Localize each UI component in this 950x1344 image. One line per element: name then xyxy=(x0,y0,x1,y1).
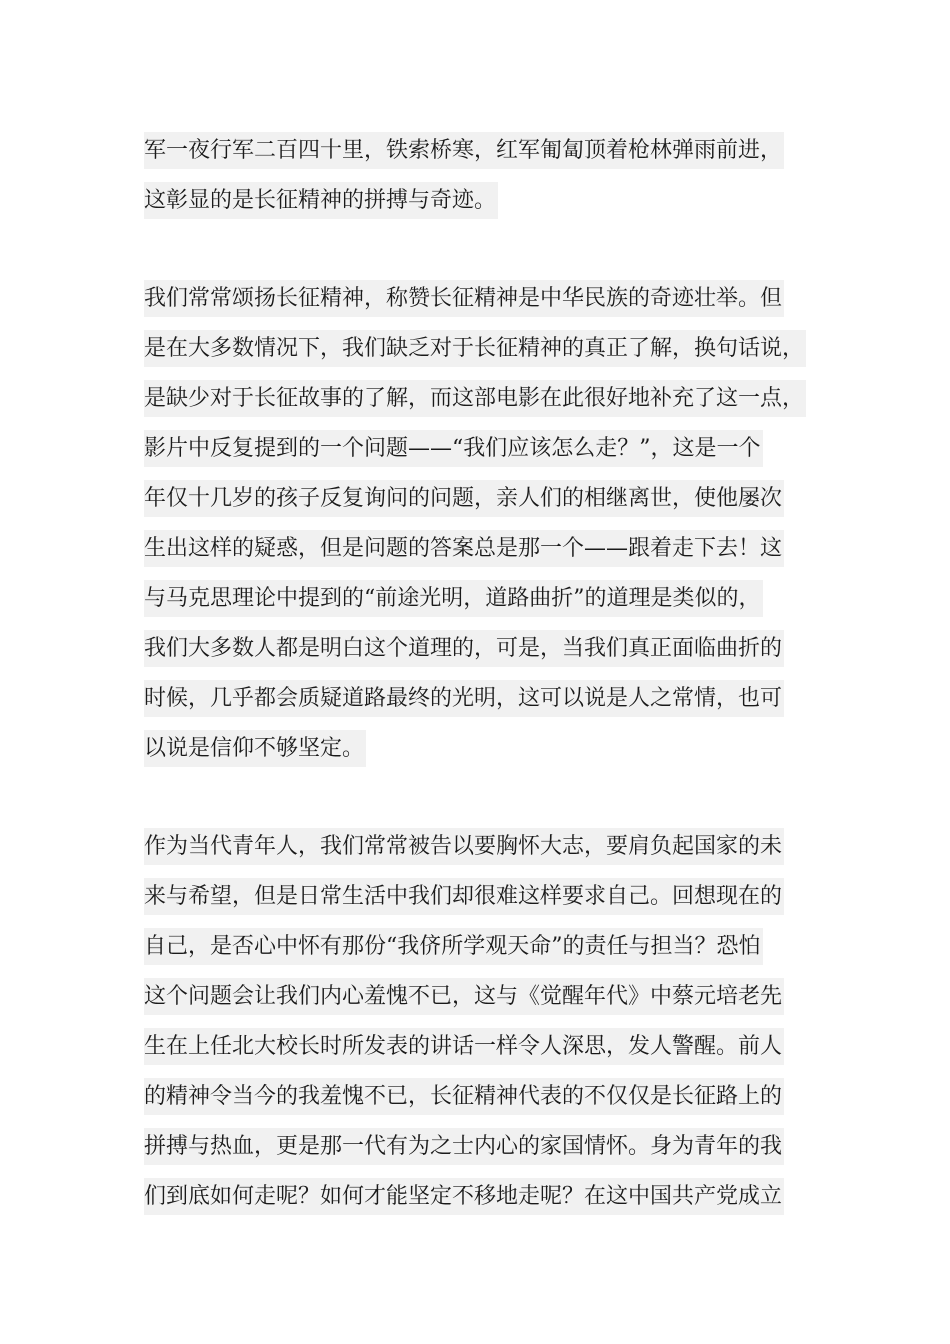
text-line: 们到底如何走呢？如何才能坚定不移地走呢？在这中国共产党成立 xyxy=(144,1172,784,1222)
text-line: 生在上任北大校长时所发表的讲话一样令人深思，发人警醒。前人 xyxy=(144,1022,784,1072)
text-line: 我们常常颂扬长征精神，称赞长征精神是中华民族的奇迹壮举。但 xyxy=(144,274,806,324)
text-line: 我们大多数人都是明白这个道理的，可是，当我们真正面临曲折的 xyxy=(144,624,806,674)
text-line: 以说是信仰不够坚定。 xyxy=(144,724,806,774)
text-line: 年仅十几岁的孩子反复询问的问题，亲人们的相继离世，使他屡次 xyxy=(144,474,806,524)
text-line: 是在大多数情况下，我们缺乏对于长征精神的真正了解，换句话说， xyxy=(144,324,806,374)
text-line: 自己，是否心中怀有那份“我侪所学观天命”的责任与担当？恐怕 xyxy=(144,922,784,972)
text-line: 军一夜行军二百四十里，铁索桥寒，红军匍匐顶着枪林弹雨前进， xyxy=(144,126,784,176)
text-line: 是缺少对于长征故事的了解，而这部电影在此很好地补充了这一点， xyxy=(144,374,806,424)
text-line: 这彰显的是长征精神的拼搏与奇迹。 xyxy=(144,176,784,226)
text-line: 时候，几乎都会质疑道路最终的光明，这可以说是人之常情，也可 xyxy=(144,674,806,724)
text-line: 来与希望，但是日常生活中我们却很难这样要求自己。回想现在的 xyxy=(144,872,784,922)
text-line: 这个问题会让我们内心羞愧不已，这与《觉醒年代》中蔡元培老先 xyxy=(144,972,784,1022)
text-line: 与马克思理论中提到的“前途光明，道路曲折”的道理是类似的， xyxy=(144,574,806,624)
text-line: 作为当代青年人，我们常常被告以要胸怀大志，要肩负起国家的未 xyxy=(144,822,784,872)
text-line: 影片中反复提到的一个问题——“我们应该怎么走？”，这是一个 xyxy=(144,424,806,474)
paragraph xyxy=(144,822,784,1222)
text-line: 的精神令当今的我羞愧不已，长征精神代表的不仅仅是长征路上的 xyxy=(144,1072,784,1122)
text-line: 拼搏与热血，更是那一代有为之士内心的家国情怀。身为青年的我 xyxy=(144,1122,784,1172)
text-line: 生出这样的疑惑，但是问题的答案总是那一个——跟着走下去！这 xyxy=(144,524,806,574)
paragraph xyxy=(144,126,784,226)
paragraph xyxy=(144,274,806,774)
